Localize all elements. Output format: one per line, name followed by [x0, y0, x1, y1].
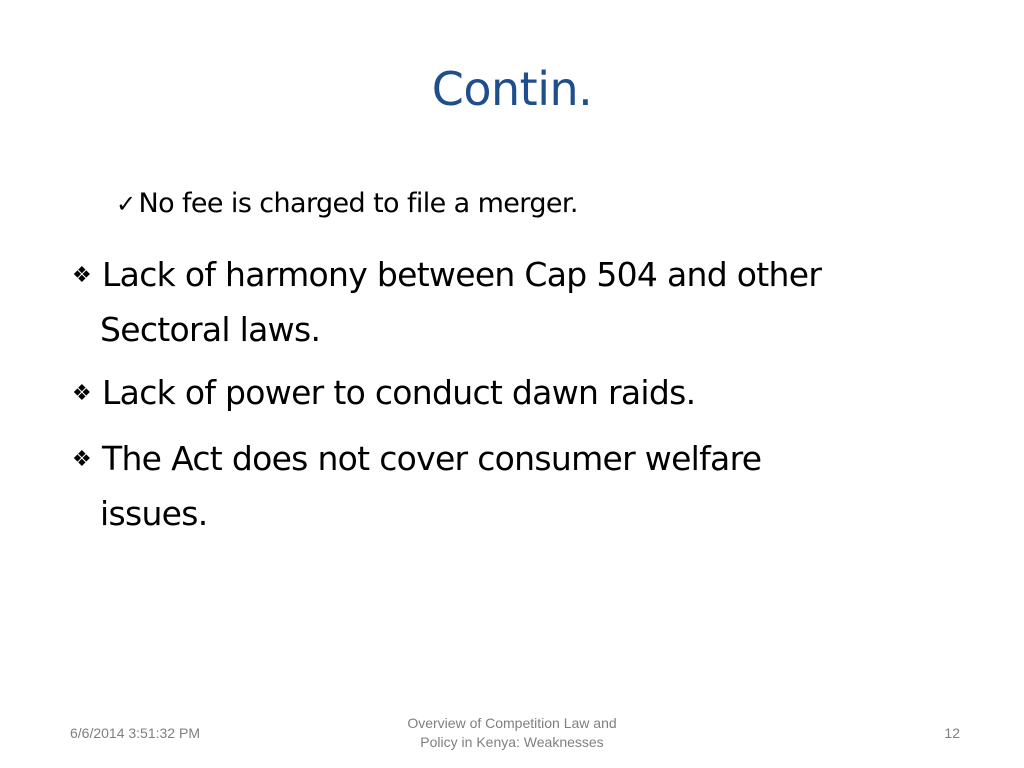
footer-title-line: Policy in Kenya: Weaknesses [420, 734, 604, 750]
checkmark-icon: ✓ [116, 190, 136, 218]
bullet-text-continuation: issues. [100, 494, 208, 533]
slide-number: 12 [944, 725, 960, 741]
footer-title-line: Overview of Competition Law and [407, 715, 617, 731]
bullet-text-line: The Act does not cover consumer welfare [102, 439, 762, 478]
bullet-item [72, 366, 972, 421]
diamond-bullet-icon: ❖ [72, 381, 92, 406]
diamond-bullet-icon: ❖ [72, 263, 92, 288]
bullet-item [72, 248, 972, 357]
bullet-text-continuation: Sectoral laws. [100, 310, 321, 349]
slide-title: Contin. [431, 62, 593, 116]
footer-date: 6/6/2014 3:51:32 PM [70, 725, 200, 741]
bullet-text-line: Lack of power to conduct dawn raids. [102, 373, 696, 412]
bullet-text-line: Lack of harmony between Cap 504 and other [102, 255, 822, 294]
footer-title [362, 714, 662, 752]
sub-bullet-text: No fee is charged to file a merger. [138, 188, 578, 219]
bullet-item [72, 432, 972, 541]
diamond-bullet-icon: ❖ [72, 447, 92, 472]
sub-bullet-item [116, 188, 578, 220]
